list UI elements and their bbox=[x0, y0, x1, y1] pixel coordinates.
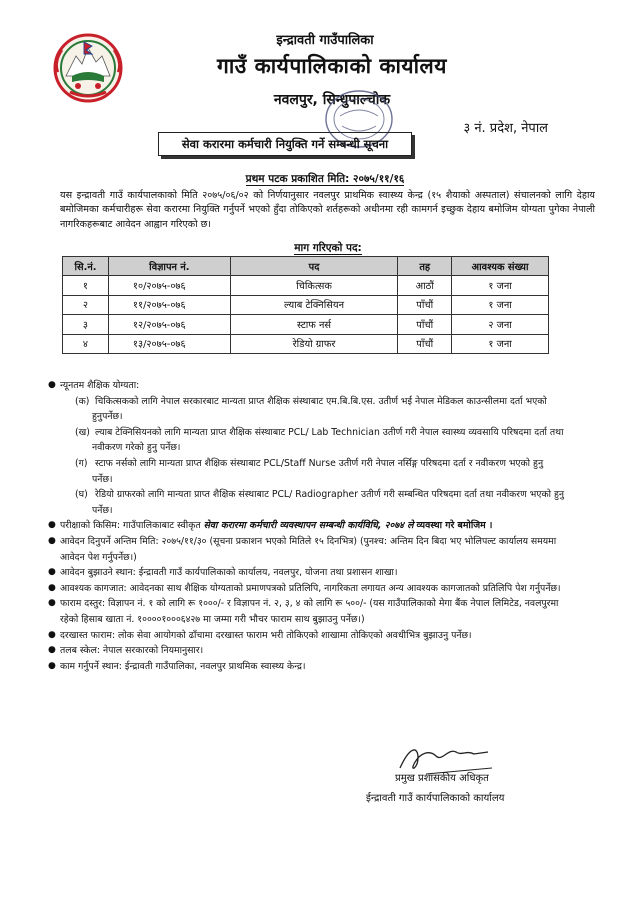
cell-ad-no: १३/२०७५-०७६ bbox=[108, 334, 230, 353]
cell-sn: ४ bbox=[63, 334, 109, 353]
cell-ad-no: १२/२०७५-०७६ bbox=[108, 315, 230, 334]
cell-count: १ जना bbox=[452, 295, 549, 314]
item-text: स्टाफ नर्सको लागि मान्यता प्राप्त शैक्षिक संस्थाबाट PCL/Staff Nurse उतीर्ण गरी नेपाल नर्सिङ्ग परिषदमा दर्ता र नवीकरण भएको हुनु पर्नेछ। bbox=[92, 457, 544, 485]
item-text: आवेदन बुझाउने स्थान: ईन्द्रावती गाउँ कार्यपालिकाको कार्यालय, नवलपुर, योजना तथा प्रशासन शाखा। bbox=[60, 567, 398, 579]
list-item bbox=[48, 659, 566, 675]
cell-count: २ जना bbox=[452, 315, 549, 334]
exam-type: परीक्षाको किसिम: गाउँपालिकाबाट स्वीकृत सेवा करारमा कर्मचारी व्यवस्थापन सम्बन्धी कार्यविधि, २०७४ ले व्यवस्था गरे बमोजिम । bbox=[60, 520, 493, 532]
bullet-icon: ● bbox=[48, 582, 56, 593]
publication-date: प्रथम पटक प्रकाशित मिति: २०७५/११/१६ bbox=[245, 173, 405, 185]
office-address: नवलपुर, सिन्धुपाल्चोक bbox=[273, 92, 391, 108]
item-text: दरखास्त फाराम: लोक सेवा आयोगको ढाँचामा दरखास्त फाराम भरी तोकिएको शाखामा तोकिएको अवधीभित्र बुझाउनु पर्नेछ। bbox=[60, 629, 472, 641]
cell-level: आठौं bbox=[398, 276, 452, 295]
item-tag: (घ) bbox=[75, 489, 88, 501]
item-text: तलब स्केल: नेपाल सरकारको नियमानुसार। bbox=[60, 645, 204, 657]
table-row bbox=[63, 315, 549, 334]
cell-level: पाँचौं bbox=[398, 315, 452, 334]
list-item bbox=[48, 596, 566, 627]
cell-level: पाँचौं bbox=[398, 295, 452, 314]
cell-sn: ३ bbox=[63, 315, 109, 334]
table-row bbox=[63, 276, 549, 295]
table-header-row bbox=[63, 257, 549, 276]
signatory-title: प्रमुख प्रशासकीय अधिकृत bbox=[395, 773, 489, 784]
cell-post: चिकित्सक bbox=[230, 276, 398, 295]
cell-level: पाँचौं bbox=[398, 334, 452, 353]
list-item bbox=[48, 456, 566, 487]
bullet-icon: ● bbox=[48, 598, 56, 609]
cell-post: रेडियो ग्राफर bbox=[230, 334, 398, 353]
header-level: तह bbox=[398, 257, 452, 276]
cell-sn: १ bbox=[63, 276, 109, 295]
table-row bbox=[63, 295, 549, 314]
office-name: गाउँ कार्यपालिकाको कार्यालय bbox=[217, 54, 447, 78]
header-post: पद bbox=[230, 257, 398, 276]
qualification-heading: न्यूनतम शैक्षिक योग्यता: bbox=[60, 380, 140, 391]
demand-heading: माग गरिएको पद: bbox=[294, 242, 362, 254]
list-item bbox=[48, 394, 566, 425]
bullet-icon: ● bbox=[48, 380, 56, 390]
cell-ad-no: १०/२०७५-०७६ bbox=[108, 276, 230, 295]
bullet-icon: ● bbox=[48, 535, 56, 546]
list-item bbox=[48, 581, 566, 597]
cell-count: १ जना bbox=[452, 276, 549, 295]
bullet-icon: ● bbox=[48, 520, 56, 531]
signatory-office: ईन्द्रावती गाउँ कार्यपालिकाको कार्यालय bbox=[366, 793, 505, 804]
list-item bbox=[48, 565, 566, 581]
table-row bbox=[63, 334, 549, 353]
cell-ad-no: ११/२०७५-०७६ bbox=[108, 295, 230, 314]
item-text: चिकित्सकको लागि नेपाल सरकारबाट मान्यता प्राप्त शैक्षिक संस्थाबाट एम.बि.बि.एस. उतीर्ण भई नेपाल मेडिकल काउन्सीलमा दर्ता भएको हुनुपर्नेछ। bbox=[92, 395, 547, 423]
list-item bbox=[48, 378, 566, 394]
item-text: रेडियो ग्राफरको लागि मान्यता प्राप्त शैक्षिक संस्थाबाट PCL/ Radiographer उतीर्ण गरी सम्बन्धित परिषदमा दर्ता तथा नवीकरण भएको हुनु पर्नेछ। bbox=[92, 489, 565, 516]
cell-count: १ जना bbox=[452, 334, 549, 353]
item-text: काम गर्नुपर्ने स्थान: ईन्द्रावती गाउँपालिका, नवलपुर प्राथमिक स्वास्थ्य केन्द्र। bbox=[60, 660, 306, 672]
requirements-list bbox=[48, 378, 566, 674]
list-item bbox=[48, 628, 566, 644]
cell-post: स्टाफ नर्स bbox=[230, 315, 398, 334]
header-ad-no: विज्ञापन नं. bbox=[108, 257, 230, 276]
header-count: आवश्यक संख्या bbox=[452, 257, 549, 276]
province-label: ३ नं. प्रदेश, नेपाल bbox=[463, 121, 548, 136]
notice-title: सेवा करारमा कर्मचारी नियुक्ति गर्ने सम्बन्धी सूचना bbox=[158, 132, 412, 156]
bullet-icon: ● bbox=[48, 567, 56, 578]
bullet-icon: ● bbox=[48, 645, 56, 656]
list-item bbox=[48, 518, 566, 534]
item-text: आवेदन दिनुपर्ने अन्तिम मिति: २०७५/११/३० (सूचना प्रकाशन भएको मितिले १५ दिनभित्र) (पुनश्च: अन्तिम दिन बिदा भए भोलिपल्ट कार्यालय समयमा आवेदन पेश गर्नुपर्नेछ।) bbox=[60, 535, 557, 563]
header-sn: सि.नं. bbox=[63, 257, 109, 276]
list-item bbox=[48, 643, 566, 659]
posts-table bbox=[62, 256, 549, 354]
list-item bbox=[48, 534, 566, 565]
list-item bbox=[48, 487, 566, 518]
item-text: आवश्यक कागजात: आवेदनका साथ शैक्षिक योग्यताको प्रमाणपत्रको प्रतिलिपि, नागरिकता लगायत अन्य आवश्यक कागजातको प्रतिलिपि पेश गर्नुपर्नेछ। bbox=[60, 582, 561, 594]
bullet-icon: ● bbox=[48, 629, 56, 640]
cell-sn: २ bbox=[63, 295, 109, 314]
intro-paragraph: यस इन्द्रावती गाउँ कार्यपालकाको मिति २०७५/०६/०२ को निर्णयानुसार नवलपुर प्राथमिक स्वास्थ्य केन्द्र (१५ शैयाको अस्पताल) संचालनको लागि देहाय बमोजिमका कर्मचारीहरू सेवा करारमा नियुक्ति गर्नुपर्ने भएको हुँदा तोकिएको शर्तहरूको अधीनमा रही कामगर्न इच्छुक देहाय बमोजिम योग्यता पुगेका नेपाली नागरिकहरूबाट आवेदन आह्वान गरिएको छ। bbox=[60, 190, 595, 230]
item-tag: (ग) bbox=[75, 457, 88, 469]
list-item bbox=[48, 425, 566, 456]
item-text: फाराम दस्तुर: विज्ञापन नं. १ को लागि रू १०००/- र विज्ञापन नं. २, ३, ४ को लागि रू ५००/- (यस गाउँपालिकाको मेगा बैंक नेपाल लिमिटेड, नवलपुरमा रहेको हिसाब खाता नं. १००००१०००६४२७ मा जम्मा गरी भौचर फाराम साथ बुझाउनु पर्नेछ।) bbox=[60, 598, 559, 625]
item-text: ल्याब टेक्निसियनको लागि मान्यता प्राप्त शैक्षिक संस्थाबाट PCL/ Lab Technician उतीर्ण गरी नेपाल स्वास्थ्य व्यवसायि परिषदमा दर्ता तथा नवीकरण गरेको हुनु पर्नेछ। bbox=[92, 426, 564, 454]
item-tag: (ख) bbox=[75, 426, 90, 438]
item-tag: (क) bbox=[75, 395, 90, 407]
bullet-icon: ● bbox=[48, 660, 56, 671]
cell-post: ल्याब टेक्निसियन bbox=[230, 295, 398, 314]
municipality-name: इन्द्रावती गाउँपालिका bbox=[276, 33, 374, 48]
